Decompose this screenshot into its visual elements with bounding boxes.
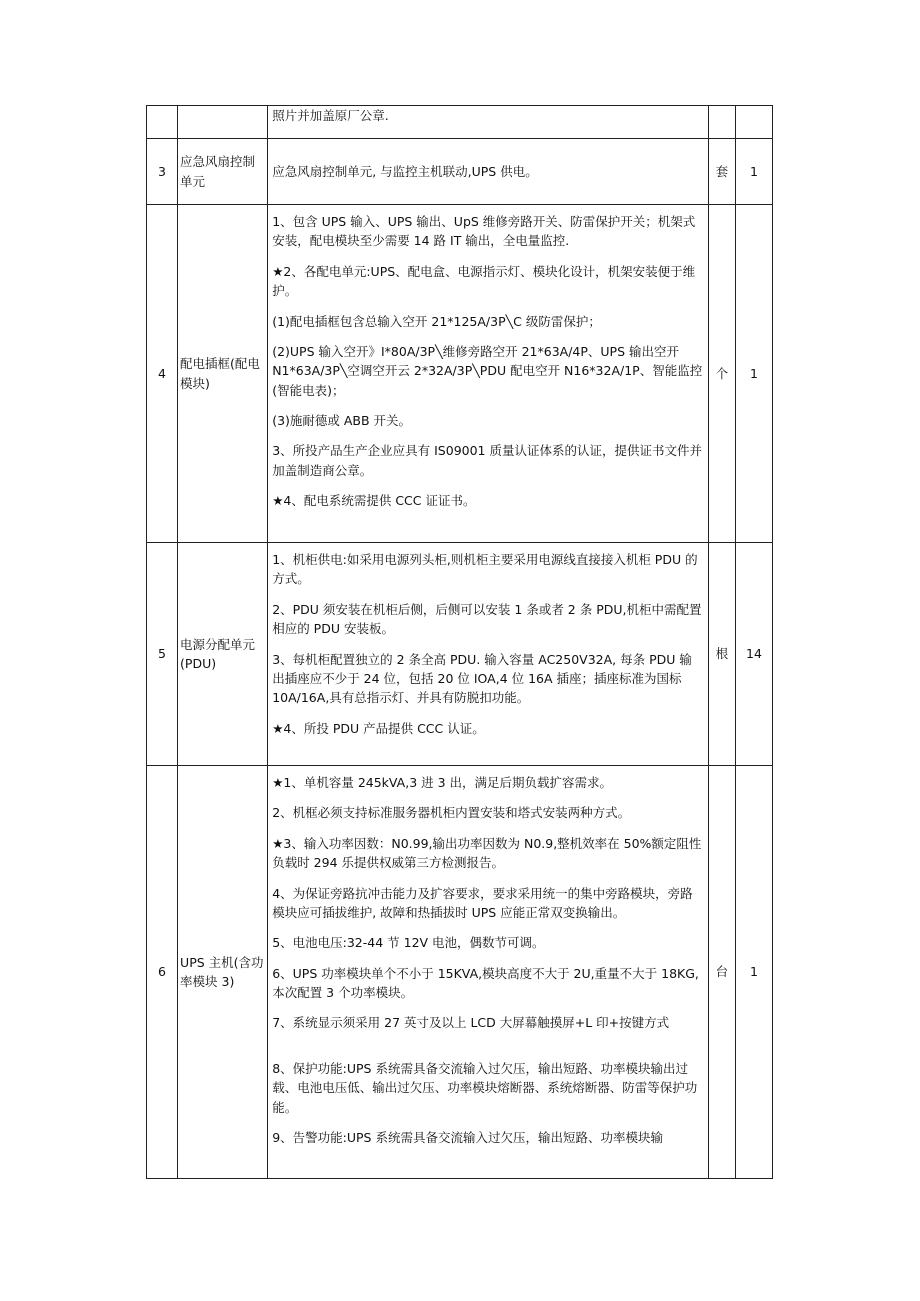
spec-paragraph-starred: ★1、单机容量 245kVA,3 进 3 出，满足后期负载扩容需求。 — [272, 775, 613, 790]
spec-paragraph: 7、系统显示须采用 27 英寸及以上 LCD 大屏幕触摸屏+L 印+按键方式 — [272, 1015, 670, 1031]
spec-paragraph: 3、每机柜配置独立的 2 条全高 PDU. 输入容量 AC250V32A, 每条 PDU 输出插座应不少于 24 位，包括 20 位 IOA,4 位 16A 插座；插座标准为国标 10A/16A,具有总指示灯、并具有防脱扣功能。 — [272, 651, 692, 706]
spec-paragraph: 5、电池电压:32-44 节 12V 电池，偶数节可调。 — [272, 935, 545, 951]
spec-paragraph-starred: ★3、输入功率因数：N0.99,输出功率因数为 N0.9,整机效率在 50%额定阻性负载时 294 乐提供权威第三方检测报告。 — [272, 835, 702, 871]
item-name-cell: 电源分配单元(PDU) — [178, 543, 268, 766]
item-spec-cell — [268, 205, 709, 543]
item-number-cell: 5 — [147, 543, 178, 766]
spec-paragraph: 2、PDU 须安装在机柜后侧，后侧可以安装 1 条或者 2 条 PDU,机柜中需配置相应的 PDU 安装板。 — [272, 601, 702, 637]
item-name-cell: 配电插框(配电模块) — [178, 205, 268, 543]
item-spec-cell — [268, 139, 709, 205]
item-spec-cell — [268, 766, 709, 1179]
table-row-item-3 — [147, 139, 773, 205]
spec-paragraph-starred: ★4、所投 PDU 产品提供 CCC 认证。 — [272, 720, 485, 736]
spec-paragraph: 3、所投产品生产企业应具有 IS09001 质量认证体系的认证，提供证书文件并加盖制造商公章。 — [272, 443, 702, 478]
item-quantity-cell: 14 — [735, 543, 772, 766]
item-unit-cell: 个 — [708, 205, 735, 543]
item-quantity-cell — [735, 106, 772, 139]
item-name-cell: 应急风扇控制单元 — [178, 139, 268, 205]
item-quantity-cell: 1 — [735, 205, 772, 543]
spec-paragraph: 6、UPS 功率模块单个不小于 15KVA,模块高度不大于 2U,重量不大于 18KG,本次配置 3 个功率模块。 — [272, 965, 699, 1000]
spec-table — [146, 105, 773, 1179]
item-number-cell: 4 — [147, 205, 178, 543]
spec-paragraph: 1、机柜供电:如采用电源列头柜,则机柜主要采用电源线直接接入机柜 PDU 的方式。 — [272, 552, 698, 587]
item-number-cell: 6 — [147, 766, 178, 1179]
spec-paragraph: 照片并加盖原厂公章. — [272, 108, 389, 123]
spec-paragraph-starred: ★4、配电系统需提供 CCC 证证书。 — [272, 493, 476, 509]
table-row-continuation — [147, 106, 773, 139]
item-quantity-cell: 1 — [735, 766, 772, 1179]
item-unit-cell: 根 — [708, 543, 735, 766]
item-spec-cell — [268, 543, 709, 766]
table-row-item-5 — [147, 543, 773, 766]
table-row-item-6 — [147, 766, 773, 1179]
spec-paragraph: (2)UPS 输入空开》I*80A∕3P╲维修旁路空开 21*63A/4P、UPS 输出空开 N1*63A∕3P╲空调空开云 2*32A∕3P╲PDU 配电空开 N16*32A∕1P、智能监控(智能电表)； — [272, 343, 703, 398]
item-number-cell — [147, 106, 178, 139]
spec-paragraph-starred: ★2、各配电单元:UPS、配电盒、电源指示灯、模块化设计，机架安装便于维护。 — [272, 263, 696, 299]
item-unit-cell: 台 — [708, 766, 735, 1179]
item-number-cell: 3 — [147, 139, 178, 205]
item-spec-cell — [268, 106, 709, 139]
item-quantity-cell: 1 — [735, 139, 772, 205]
item-name-cell: UPS 主机(含功率模块 3) — [178, 766, 268, 1179]
spec-paragraph: 9、告警功能:UPS 系统需具备交流输入过欠压，输出短路、功率模块输 — [272, 1129, 663, 1145]
spec-paragraph: (3)施耐德或 ABB 开关。 — [272, 413, 412, 428]
item-name-cell — [178, 106, 268, 139]
spec-paragraph: (1)配电插框包含总输入空开 21*125A∕3P╲C 级防雷保护； — [272, 313, 601, 329]
spec-paragraph: 4、为保证旁路抗冲击能力及扩容要求，要求采用统一的集中旁路模块，旁路模块应可插拔维护, 故障和热插拔时 UPS 应能正常双变换输出。 — [272, 885, 693, 920]
item-unit-cell — [708, 106, 735, 139]
spec-paragraph: 1、包含 UPS 输入、UPS 输出、UpS 维修旁路开关、防雷保护开关；机架式安装，配电模块至少需要 14 路 IT 输出，全电量监控. — [272, 214, 696, 249]
spec-paragraph: 2、机框必须支持标准服务器机柜内置安装和塔式安装两种方式。 — [272, 805, 631, 821]
spacer — [272, 1044, 704, 1054]
item-unit-cell: 套 — [708, 139, 735, 205]
table-row-item-4 — [147, 205, 773, 543]
spec-paragraph: 应急风扇控制单元, 与监控主机联动,UPS 供电。 — [272, 163, 538, 179]
spec-paragraph: 8、保护功能:UPS 系统需具备交流输入过欠压，输出短路、功率模块输出过载、电池电压低、输出过欠压、功率模块熔断器、系统熔断器、防雷等保护功能。 — [272, 1060, 698, 1115]
